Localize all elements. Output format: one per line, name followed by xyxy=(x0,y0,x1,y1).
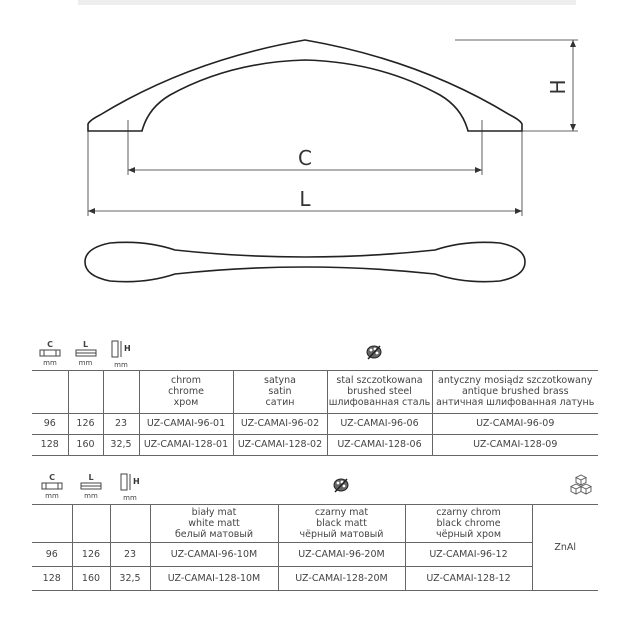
h-header-cell xyxy=(103,338,139,370)
l-arrow-left xyxy=(88,208,95,214)
finish-black-matt: czarny mat black matt чёрный матовый xyxy=(278,504,405,542)
finish-brushed-steel: stal szczotkowana brushed steel шлифованная сталь xyxy=(327,370,432,413)
h-arrow-bottom xyxy=(570,124,576,131)
finish-antique-brass: antyczny mosiądz szczotkowany antique brushed brass античная шлифованная латунь xyxy=(432,370,598,413)
l-header-cell xyxy=(72,470,110,504)
finish-chrome: chrom chrome хром xyxy=(139,370,233,413)
table-row: 128 160 32,5 UZ-CAMAI-128-10M UZ-CAMAI-128-20M UZ-CAMAI-128-12 xyxy=(32,566,598,590)
c-arrow-right xyxy=(475,167,482,173)
finish-white-matt: biały mat white matt белый матовый xyxy=(150,504,278,542)
handle-side-view xyxy=(88,40,522,131)
product-table-1 xyxy=(32,338,598,456)
finish-header-cell xyxy=(139,338,598,370)
center-distance-icon: C mm xyxy=(39,341,61,367)
length-icon: L mm xyxy=(75,341,97,367)
palette-icon xyxy=(365,343,383,361)
finish-header-cell xyxy=(150,470,532,504)
height-icon: H mm xyxy=(108,339,134,369)
height-icon: H mm xyxy=(117,472,143,502)
product-table-2 xyxy=(32,470,598,591)
table-row: 96 126 23 UZ-CAMAI-96-10M UZ-CAMAI-96-20M UZ-CAMAI-96-12 xyxy=(32,542,598,566)
material-header-cell xyxy=(532,470,598,504)
finish-black-chrome: czarny chrom black chrome чёрный хром xyxy=(405,504,532,542)
palette-icon xyxy=(332,476,350,494)
l-label: L xyxy=(299,187,311,211)
l-arrow-right xyxy=(515,208,522,214)
table-row: 128 160 32,5 UZ-CAMAI-128-01 UZ-CAMAI-128-02 UZ-CAMAI-128-06 UZ-CAMAI-128-09 xyxy=(32,434,598,455)
h-header-cell xyxy=(110,470,150,504)
handle-top-view xyxy=(85,242,525,281)
finish-satin: satyna satin сатин xyxy=(233,370,327,413)
material-cell: ZnAl xyxy=(532,504,598,590)
cubes-icon xyxy=(570,474,592,496)
svg-text:H: H xyxy=(133,476,140,486)
h-arrow-top xyxy=(570,40,576,47)
c-header-cell xyxy=(32,470,72,504)
c-label: C xyxy=(298,146,312,170)
svg-text:H: H xyxy=(124,343,131,353)
l-header-cell xyxy=(68,338,103,370)
center-distance-icon: C mm xyxy=(41,474,63,500)
h-label: H xyxy=(546,79,570,95)
c-header-cell xyxy=(32,338,68,370)
table-row: 96 126 23 UZ-CAMAI-96-01 UZ-CAMAI-96-02 UZ-CAMAI-96-06 UZ-CAMAI-96-09 xyxy=(32,413,598,434)
length-icon: L mm xyxy=(80,474,102,500)
c-arrow-left xyxy=(128,167,135,173)
